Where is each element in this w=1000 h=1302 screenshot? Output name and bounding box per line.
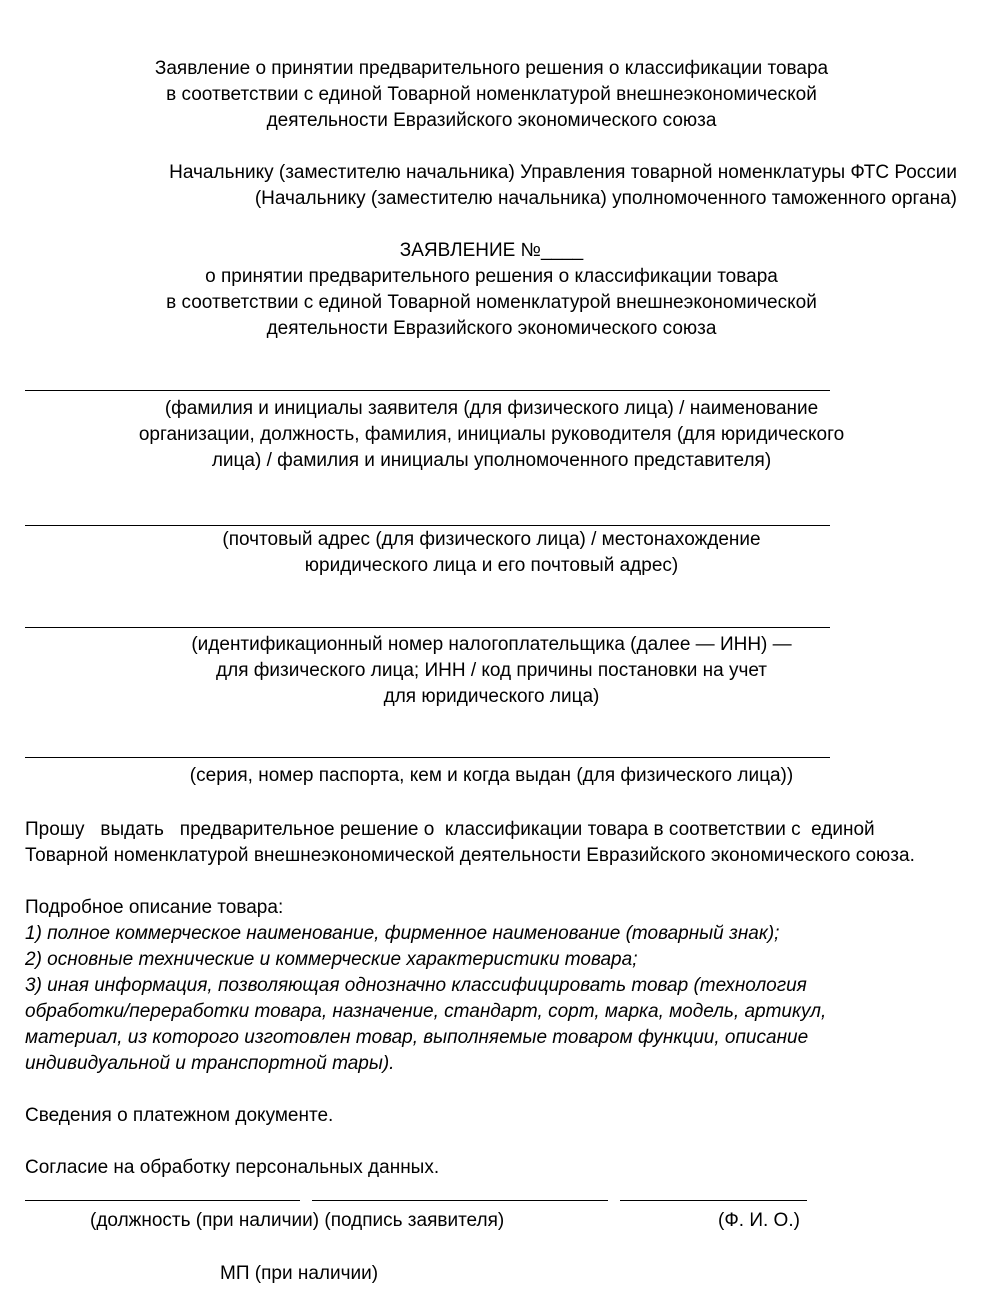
description-item-3-line-3: материал, из которого изготовлен товар, выполняемые товаром функции, описание <box>25 1027 809 1048</box>
description-item-1: 1) полное коммерческое наименование, фирменное наименование (товарный знак); <box>25 923 780 944</box>
full-name-input-line[interactable] <box>620 1200 807 1201</box>
applicant-caption <box>0 396 983 474</box>
inn-caption-line-3: для юридического лица) <box>383 686 600 707</box>
addressee-line-2: (Начальнику (заместителю начальника) уполномоченного таможенного органа) <box>254 188 957 209</box>
full-name-caption: (Ф. И. О.) <box>718 1210 800 1231</box>
statement-heading-line-1: о принятии предварительного решения о классификации товара <box>205 266 778 287</box>
passport-caption <box>0 763 983 789</box>
position-input-line[interactable] <box>25 1200 300 1201</box>
document-title-line-1: Заявление о принятии предварительного решения о классификации товара <box>154 58 829 79</box>
statement-heading <box>0 238 983 342</box>
position-signature-caption: (должность (при наличии) (подпись заявителя) <box>90 1210 505 1231</box>
passport-input-line[interactable] <box>25 757 830 758</box>
address-caption <box>0 527 983 579</box>
description-heading: Подробное описание товара: <box>25 897 284 918</box>
stamp-label: МП (при наличии) <box>220 1263 379 1284</box>
applicant-caption-line-2: организации, должность, фамилия, инициалы руководителя (для юридического <box>138 424 845 445</box>
statement-heading-line-2: в соответствии с единой Товарной номенклатурой внешнеэкономической <box>166 292 817 313</box>
applicant-input-line[interactable] <box>25 390 830 391</box>
address-caption-line-2: юридического лица и его почтовый адрес) <box>304 555 679 576</box>
inn-caption-line-1: (идентификационный номер налогоплательщика (далее — ИНН) — <box>191 634 792 655</box>
inn-caption <box>0 632 983 710</box>
applicant-caption-line-3: лица) / фамилия и инициалы уполномоченного представителя) <box>211 450 772 471</box>
payment-document-info: Сведения о платежном документе. <box>25 1105 334 1126</box>
inn-input-line[interactable] <box>25 627 830 628</box>
statement-heading-line-3: деятельности Евразийского экономического союза <box>266 318 717 339</box>
document-title <box>0 56 983 134</box>
address-caption-line-1: (почтовый адрес (для физического лица) / местонахождение <box>222 529 761 550</box>
document-title-line-3: деятельности Евразийского экономического союза <box>266 110 717 131</box>
address-input-line[interactable] <box>25 525 830 526</box>
description-item-3-line-1: 3) иная информация, позволяющая однозначно классифицировать товар (технология <box>25 975 807 996</box>
description-item-2: 2) основные технические и коммерческие характеристики товара; <box>25 949 638 970</box>
inn-caption-line-2: для физического лица; ИНН / код причины постановки на учет <box>216 660 767 681</box>
personal-data-consent: Согласие на обработку персональных данных. <box>25 1157 440 1178</box>
applicant-caption-line-1: (фамилия и инициалы заявителя (для физического лица) / наименование <box>164 398 819 419</box>
request-line-1: Прошу выдать предварительное решение о классификации товара в соответствии с единой <box>25 819 875 840</box>
signature-input-line[interactable] <box>312 1200 608 1201</box>
addressee-line-1: Начальнику (заместителю начальника) Управления товарной номенклатуры ФТС России <box>169 162 957 183</box>
description-item-3-line-4: индивидуальной и транспортной тары). <box>25 1053 395 1074</box>
description-item-3-line-2: обработки/переработки товара, назначение, стандарт, сорт, марка, модель, артикул, <box>25 1001 827 1022</box>
document-title-line-2: в соответствии с единой Товарной номенклатурой внешнеэкономической <box>166 84 817 105</box>
request-line-2: Товарной номенклатурой внешнеэкономической деятельности Евразийского экономического союза. <box>25 845 915 866</box>
statement-number: ЗАЯВЛЕНИЕ №____ <box>399 240 584 261</box>
passport-caption-line-1: (серия, номер паспорта, кем и когда выдан (для физического лица)) <box>189 765 794 786</box>
